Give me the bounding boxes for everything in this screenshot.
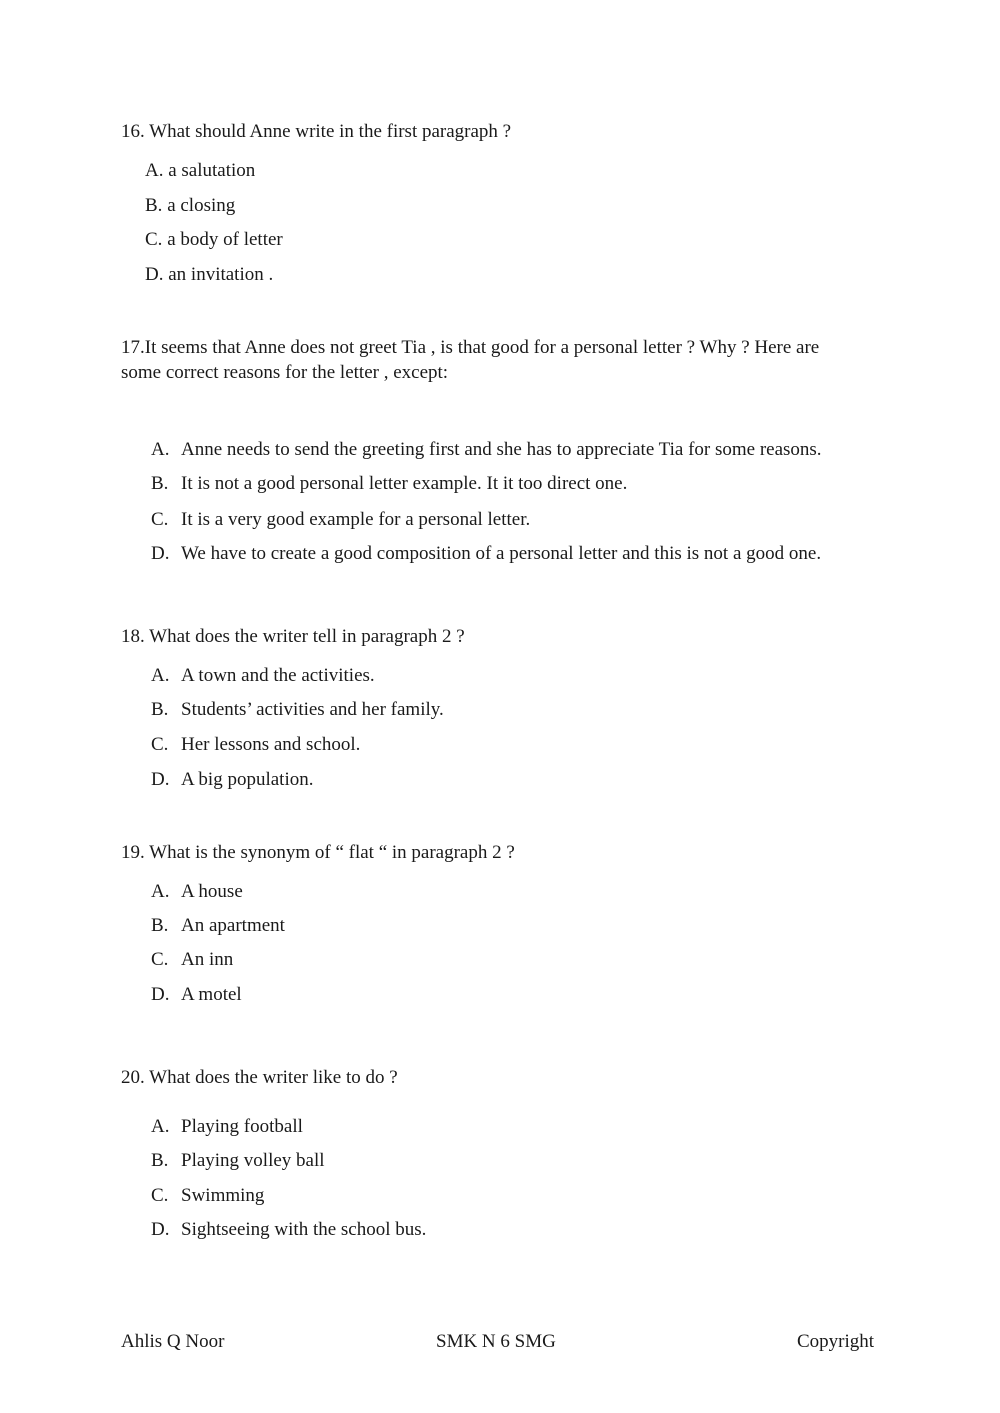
option-text: It is a very good example for a personal letter. bbox=[181, 509, 531, 530]
option-text: Playing volley ball bbox=[181, 1150, 325, 1171]
option-letter: D. bbox=[151, 769, 170, 790]
option-letter: B. bbox=[151, 1150, 169, 1171]
question-text: It seems that Anne does not greet Tia , is that good for a personal letter ? Why ? Here are bbox=[144, 337, 820, 358]
option-20b bbox=[151, 1149, 325, 1173]
question-18 bbox=[121, 625, 465, 649]
option-17c bbox=[151, 508, 530, 532]
option-16b bbox=[145, 194, 235, 218]
option-text: A house bbox=[181, 881, 243, 902]
question-number: 18. bbox=[121, 626, 145, 647]
question-text: What is the synonym of “ flat “ in paragraph 2 ? bbox=[149, 842, 515, 863]
option-20a bbox=[151, 1115, 303, 1139]
question-text: What does the writer like to do ? bbox=[149, 1067, 398, 1088]
option-18c bbox=[151, 733, 360, 757]
option-17a bbox=[151, 438, 822, 462]
option-17d bbox=[151, 542, 821, 566]
option-letter: C. bbox=[151, 949, 169, 970]
option-17b bbox=[151, 472, 627, 496]
footer-author: Ahlis Q Noor bbox=[121, 1331, 225, 1352]
question-text: some correct reasons for the letter , except: bbox=[121, 362, 449, 383]
option-text: a salutation bbox=[168, 160, 256, 181]
option-text: Anne needs to send the greeting first and she has to appreciate Tia for some reasons. bbox=[181, 439, 822, 460]
option-19a bbox=[151, 880, 243, 904]
option-letter: D. bbox=[151, 984, 170, 1005]
option-text: Her lessons and school. bbox=[181, 734, 361, 755]
question-number: 17. bbox=[121, 337, 145, 358]
option-letter: C. bbox=[151, 1185, 169, 1206]
question-17 bbox=[121, 336, 819, 360]
option-letter: B. bbox=[151, 915, 169, 936]
question-text: What does the writer tell in paragraph 2 ? bbox=[149, 626, 465, 647]
option-text: Playing football bbox=[181, 1116, 303, 1137]
question-text: What should Anne write in the first paragraph ? bbox=[149, 121, 512, 142]
option-text: Students’ activities and her family. bbox=[181, 699, 444, 720]
option-20c bbox=[151, 1184, 264, 1208]
option-text: We have to create a good composition of a personal letter and this is not a good one. bbox=[181, 543, 822, 564]
footer-school: SMK N 6 SMG bbox=[436, 1331, 556, 1352]
option-letter: C. bbox=[145, 229, 163, 250]
option-text: A town and the activities. bbox=[181, 665, 375, 686]
question-17-cont bbox=[121, 361, 448, 385]
option-19b bbox=[151, 914, 285, 938]
footer-copyright: Copyright bbox=[797, 1331, 875, 1352]
option-text: A motel bbox=[181, 984, 242, 1005]
option-text: An apartment bbox=[181, 915, 285, 936]
option-16c bbox=[145, 228, 283, 252]
option-text: a closing bbox=[167, 195, 236, 216]
option-letter: D. bbox=[151, 1219, 170, 1240]
question-19 bbox=[121, 841, 515, 865]
option-letter: B. bbox=[151, 699, 169, 720]
question-number: 16. bbox=[121, 121, 145, 142]
option-text: Swimming bbox=[181, 1185, 265, 1206]
option-text: Sightseeing with the school bus. bbox=[181, 1219, 427, 1240]
option-18b bbox=[151, 698, 444, 722]
option-20d bbox=[151, 1218, 426, 1242]
option-16a bbox=[145, 159, 255, 183]
option-letter: B. bbox=[151, 473, 169, 494]
option-text: a body of letter bbox=[167, 229, 283, 250]
option-text: an invitation . bbox=[168, 264, 274, 285]
option-text: A big population. bbox=[181, 769, 314, 790]
option-letter: D. bbox=[151, 543, 170, 564]
question-number: 20. bbox=[121, 1067, 145, 1088]
option-letter: A. bbox=[151, 881, 170, 902]
question-number: 19. bbox=[121, 842, 145, 863]
option-letter: C. bbox=[151, 509, 169, 530]
option-text: It is not a good personal letter example. It it too direct one. bbox=[181, 473, 628, 494]
option-letter: A. bbox=[151, 1116, 170, 1137]
option-letter: B. bbox=[145, 195, 163, 216]
question-16 bbox=[121, 120, 511, 144]
option-letter: A. bbox=[145, 160, 164, 181]
option-letter: A. bbox=[151, 439, 170, 460]
option-letter: C. bbox=[151, 734, 169, 755]
option-18d bbox=[151, 768, 313, 792]
option-letter: A. bbox=[151, 665, 170, 686]
option-19d bbox=[151, 983, 242, 1007]
option-text: An inn bbox=[181, 949, 234, 970]
option-letter: D. bbox=[145, 264, 164, 285]
option-16d bbox=[145, 263, 273, 287]
question-20 bbox=[121, 1066, 398, 1090]
option-19c bbox=[151, 948, 233, 972]
option-18a bbox=[151, 664, 375, 688]
